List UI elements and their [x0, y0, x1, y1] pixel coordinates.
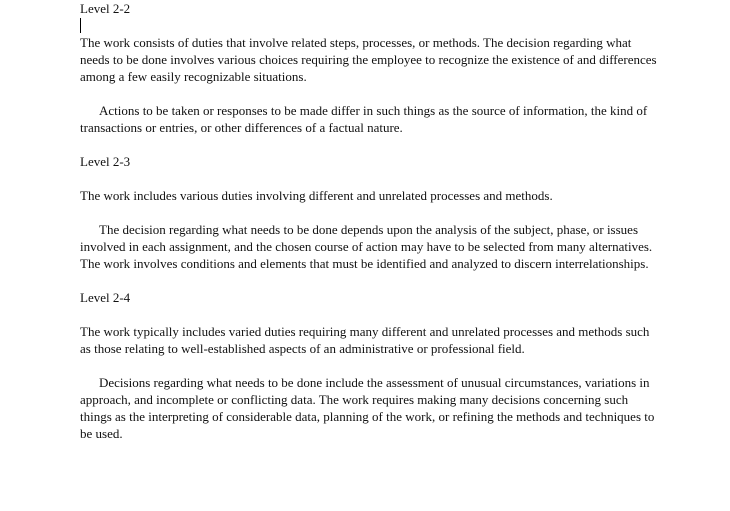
document-page[interactable]: [80, 0, 660, 442]
paragraph-level-2-2-2: Actions to be taken or responses to be made differ in such things as the source of information, the kind of transactions or entries, or other differences of a factual nature.: [80, 103, 648, 135]
paragraph-spacer: [80, 136, 660, 153]
paragraph-level-2-2-1: The work consists of duties that involve related steps, processes, or methods. The decision regarding what needs to be done involves various choices requiring the employee to recognize the existence of and differences among a few easily recognizable situations.: [80, 35, 657, 84]
paragraph-spacer: [80, 204, 660, 221]
section-heading-level-2-2: Level 2-2: [80, 1, 131, 16]
paragraph-spacer: [80, 272, 660, 289]
paragraph-spacer: [80, 170, 660, 187]
paragraph-spacer: [80, 306, 660, 323]
paragraph-level-2-4-2: Decisions regarding what needs to be done include the assessment of unusual circumstances, variations in approach, and incomplete or conflicting data. The work requires making many decisions concerning such things as the interpreting of considerable data, planning of the work, or refining the methods and techniques to be used.: [80, 375, 655, 441]
paragraph-spacer: [80, 357, 660, 374]
section-heading-level-2-4: Level 2-4: [80, 290, 131, 305]
paragraph-level-2-3-2: The decision regarding what needs to be done depends upon the analysis of the subject, phase, or issues involved in each assignment, and the chosen course of action may have to be selected from many alternatives. The work involves conditions and elements that must be identified and analyzed to discern interrelationships.: [80, 222, 653, 271]
paragraph-level-2-4-1: The work typically includes varied duties requiring many different and unrelated processes and methods such as those relating to well-established aspects of an administrative or professional field.: [80, 324, 650, 356]
section-heading-level-2-3: Level 2-3: [80, 154, 131, 169]
text-cursor: [80, 18, 81, 33]
paragraph-spacer: [80, 85, 660, 102]
paragraph-level-2-3-1: The work includes various duties involving different and unrelated processes and methods.: [80, 188, 553, 203]
